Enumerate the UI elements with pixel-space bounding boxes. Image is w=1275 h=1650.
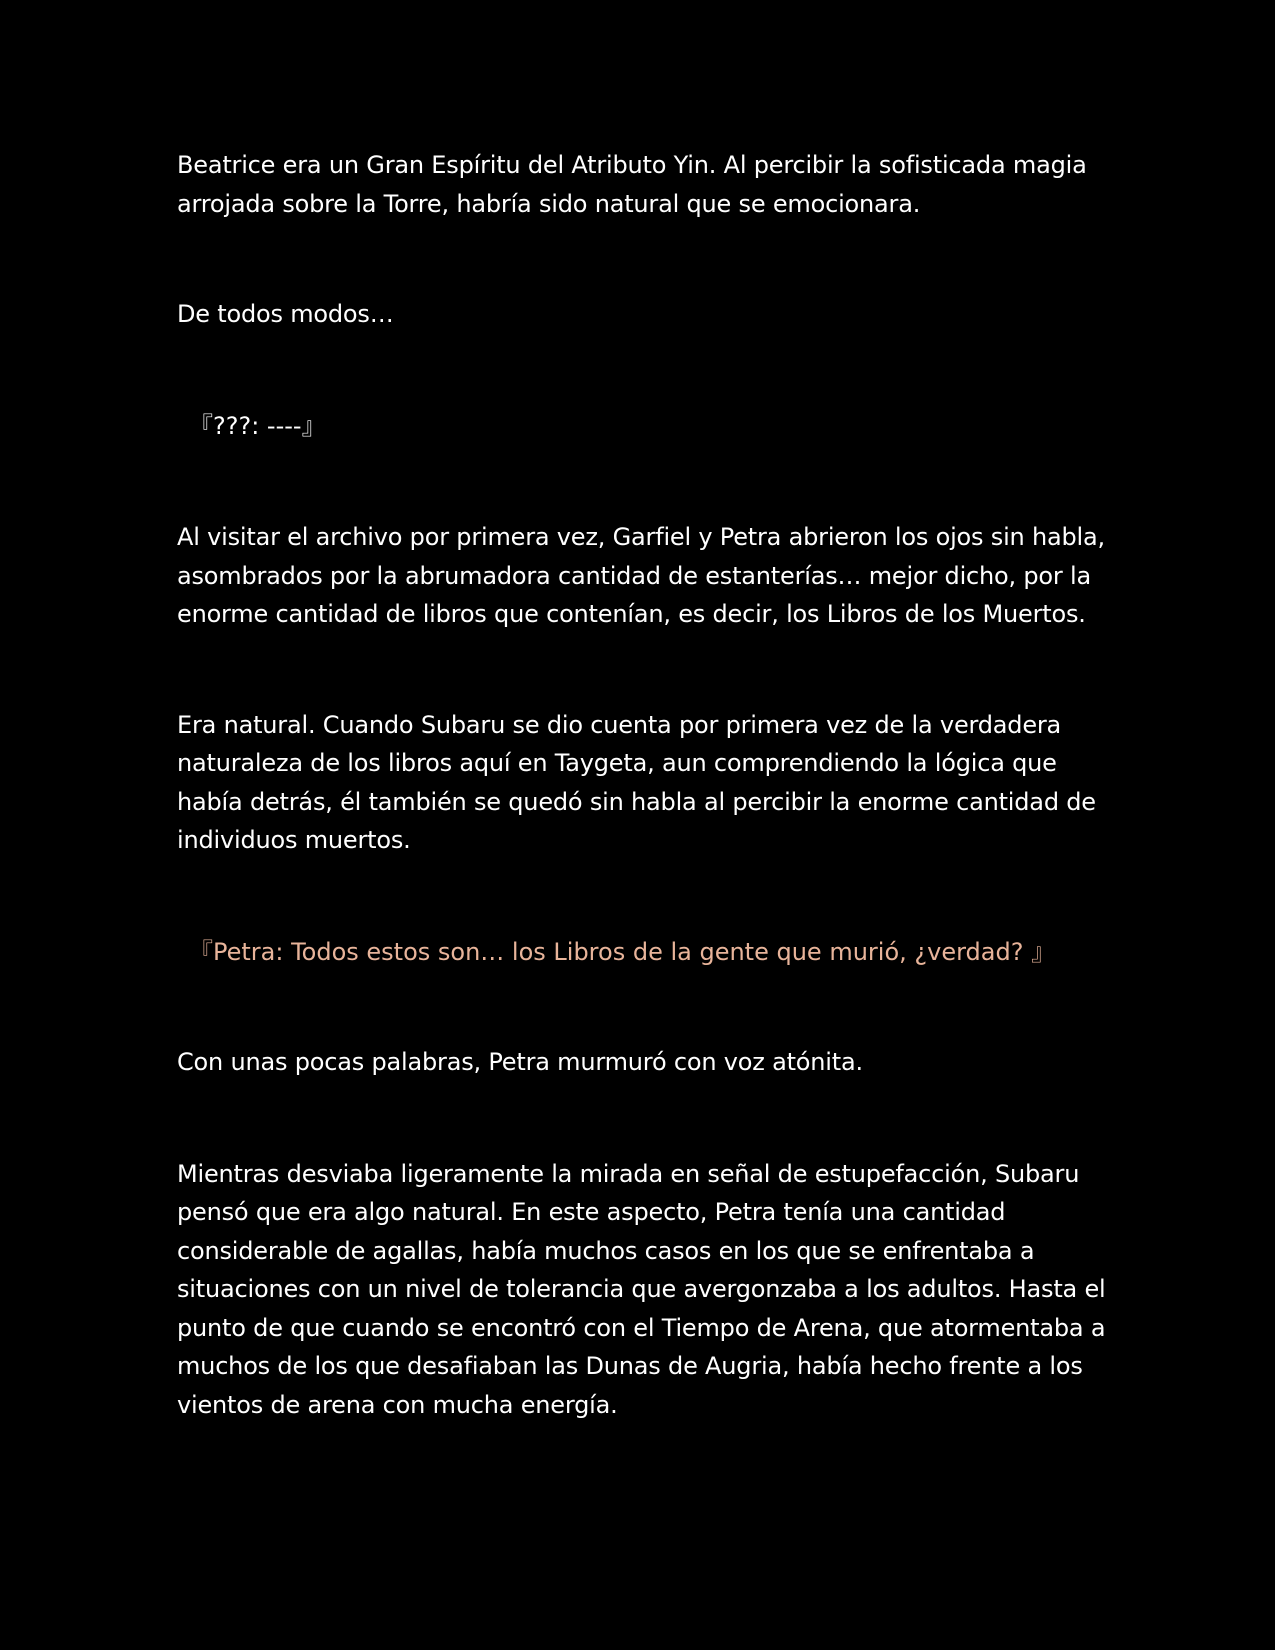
paragraph-subaru-reflection: Mientras desviaba ligeramente la mirada en señal de estupefacción, Subaru pensó que era algo natural. En este aspecto, Petra tenía una cantidad considerable de agallas, había muchos casos en los que se enfrentaba a situaciones con un nivel de tolerancia que avergonzaba a los adultos. Hasta el punto de que cuando se encontró con el Tiempo de Arena, que atormentaba a muchos de los que desafiaban las Dunas de Augria, había hecho frente a los vientos de arena con mucha energía. (177, 1159, 1106, 1419)
dialogue-unknown: 『???: ----』 (189, 411, 326, 440)
paragraph-de-todos-modos: De todos modos… (177, 300, 394, 328)
dialogue-petra: 『Petra: Todos estos son… los Libros de la gente que murió, ¿verdad? 』 (189, 937, 1056, 966)
document-page (177, 146, 1107, 1424)
paragraph-beatrice: Beatrice era un Gran Espíritu del Atributo Yin. Al percibir la sofisticada magia arrojada sobre la Torre, habría sido natural que se emocionara. (177, 151, 1087, 218)
paragraph-petra-murmur: Con unas pocas palabras, Petra murmuró con voz atónita. (177, 1048, 863, 1076)
paragraph-archive-visit: Al visitar el archivo por primera vez, Garfiel y Petra abrieron los ojos sin habla, asombrados por la abrumadora cantidad de estanterías… mejor dicho, por la enorme cantidad de libros que contenían, es decir, los Libros de los Muertos. (177, 523, 1105, 628)
paragraph-subaru-realization: Era natural. Cuando Subaru se dio cuenta por primera vez de la verdadera naturaleza de los libros aquí en Taygeta, aun comprendiendo la lógica que había detrás, él también se quedó sin habla al percibir la enorme cantidad de individuos muertos. (177, 710, 1096, 854)
